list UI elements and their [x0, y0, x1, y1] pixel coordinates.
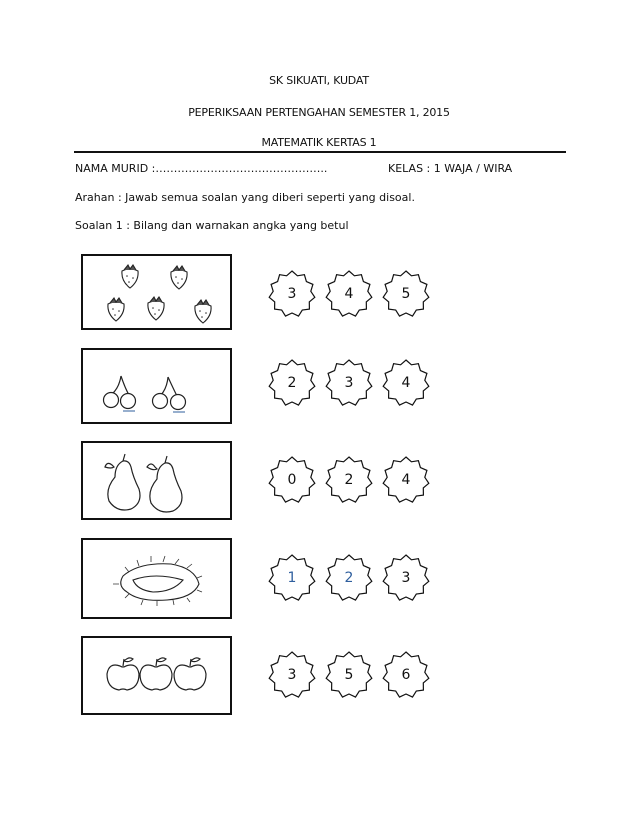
answer-option-badge[interactable] — [268, 554, 316, 602]
picture-box-apples — [81, 636, 232, 715]
class-label: KELAS : 1 WAJA / WIRA — [388, 162, 513, 175]
answer-option-number: 4 — [401, 375, 411, 391]
answer-option-number: 4 — [344, 286, 354, 302]
question-1-text: Soalan 1 : Bilang dan warnakan angka yang betul — [75, 219, 349, 232]
answer-option-badge[interactable] — [268, 359, 316, 407]
answer-option-badge[interactable] — [325, 651, 373, 699]
answer-option-number: 5 — [401, 286, 411, 302]
answer-option-number: 2 — [344, 570, 354, 586]
answer-option-number: 3 — [287, 286, 297, 302]
answer-option-badge[interactable] — [382, 270, 430, 318]
strawberries-picture — [83, 256, 230, 328]
answer-option-badge[interactable] — [268, 651, 316, 699]
school-name: SK SIKUATI, KUDAT — [269, 74, 369, 87]
durian-picture — [83, 540, 230, 617]
exam-title: PEPERIKSAAN PERTENGAHAN SEMESTER 1, 2015 — [188, 106, 450, 119]
answer-option-number: 2 — [344, 472, 354, 488]
answer-option-badge[interactable] — [268, 456, 316, 504]
picture-box-pears — [81, 441, 232, 520]
answer-option-badge[interactable] — [325, 554, 373, 602]
answer-option-badge[interactable] — [325, 456, 373, 504]
student-name-label: NAMA MURID :……………………………………….. — [75, 162, 328, 175]
answer-option-badge[interactable] — [382, 651, 430, 699]
picture-box-cherries — [81, 348, 232, 424]
picture-box-durian — [81, 538, 232, 619]
answer-option-number: 4 — [401, 472, 411, 488]
answer-option-badge[interactable] — [382, 456, 430, 504]
instruction-text: Arahan : Jawab semua soalan yang diberi seperti yang disoal. — [75, 191, 415, 204]
header-divider — [74, 151, 566, 153]
pears-picture — [83, 443, 230, 518]
subject-title: MATEMATIK KERTAS 1 — [261, 136, 377, 149]
apples-picture — [83, 638, 230, 713]
answer-option-badge[interactable] — [382, 359, 430, 407]
picture-box-strawberries — [81, 254, 232, 330]
cherries-picture — [83, 350, 230, 422]
answer-option-number: 0 — [287, 472, 297, 488]
answer-option-badge[interactable] — [382, 554, 430, 602]
answer-option-badge[interactable] — [268, 270, 316, 318]
answer-option-number: 6 — [401, 667, 411, 683]
answer-option-badge[interactable] — [325, 270, 373, 318]
answer-option-badge[interactable] — [325, 359, 373, 407]
answer-option-number: 2 — [287, 375, 297, 391]
answer-option-number: 5 — [344, 667, 354, 683]
answer-option-number: 3 — [401, 570, 411, 586]
answer-option-number: 1 — [287, 570, 297, 586]
answer-option-number: 3 — [344, 375, 354, 391]
answer-option-number: 3 — [287, 667, 297, 683]
